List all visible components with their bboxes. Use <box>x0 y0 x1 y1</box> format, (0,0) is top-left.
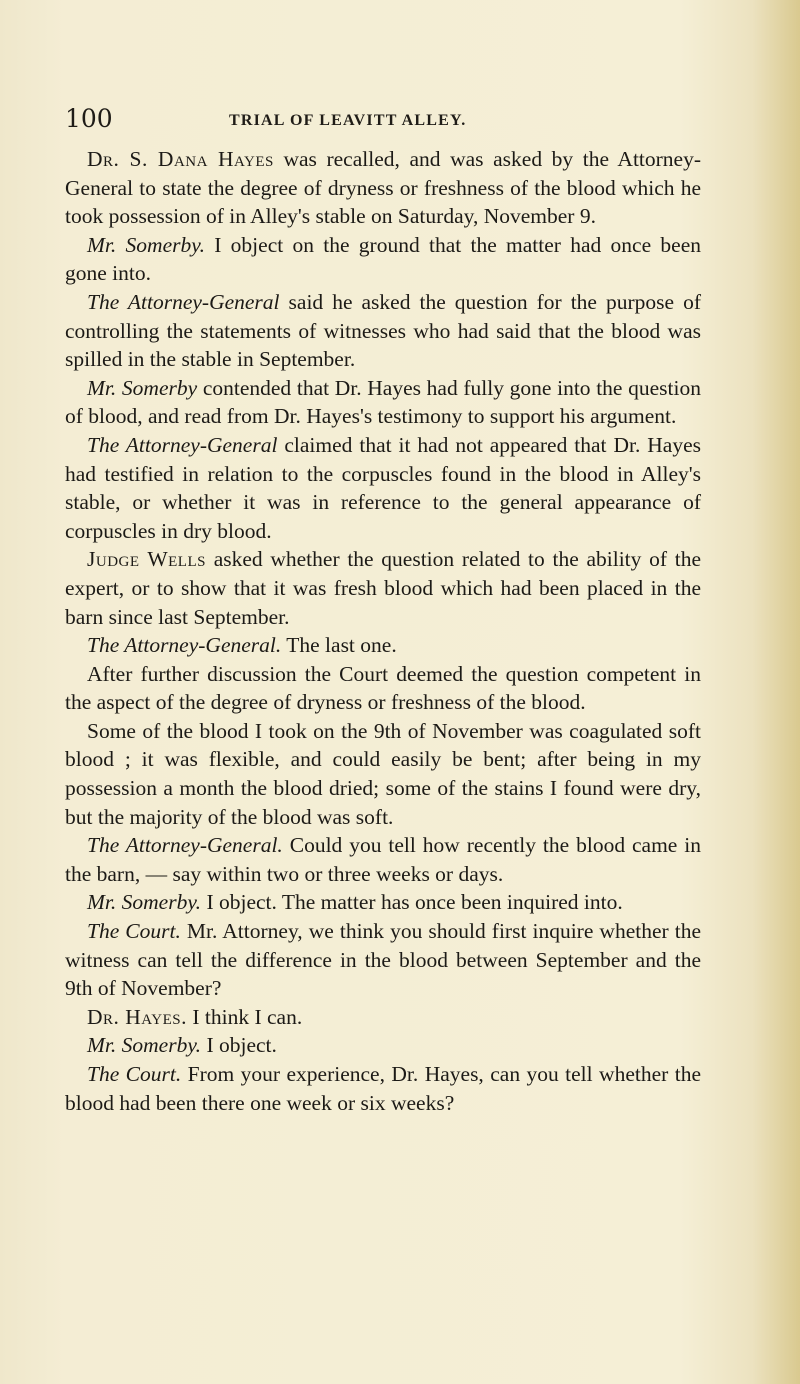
paragraph-text: asked whether the question related to the ability of the expert, or to show that it was fresh blood which had been placed in the barn since last September. <box>65 547 702 629</box>
paragraph <box>65 431 701 545</box>
page-number: 100 <box>65 104 113 133</box>
paragraph <box>65 545 701 631</box>
paragraph-text: I object on the ground that the matter had once been gone into. <box>65 232 701 286</box>
paragraph-text: After further discussion the Court deemed the question competent in the aspect of the degree of dryness or freshness of the blood. <box>65 661 701 715</box>
paragraph-text: I object. <box>201 1033 277 1058</box>
paragraph-text: was recalled, and was asked by the Attorney-General to state the degree of dryness or freshness of the blood which he took possession of in Alley's stable on Saturday, November 9. <box>65 147 701 229</box>
paragraph <box>65 660 701 717</box>
paragraph <box>65 917 701 1003</box>
paragraph <box>65 288 701 374</box>
speaker: The Attorney-General <box>87 289 280 314</box>
paragraph <box>65 1060 701 1117</box>
paragraph-text: From your experience, Dr. Hayes, can you tell whether the blood had been there one week or six weeks? <box>65 1062 701 1115</box>
paragraph-text: claimed that it had not appeared that Dr. Hayes had testified in relation to the corpuscles found in the blood in Alley's stable, or whether it was in reference to the general appearance of corpuscles in dry blood. <box>65 432 701 543</box>
paragraph-text: The last one. <box>281 633 397 658</box>
speaker: Judge Wells <box>87 547 206 572</box>
paragraph-text: said he asked the question for the purpose of controlling the statements of witnesses who had said that the blood was spilled in the stable in September. <box>65 289 701 372</box>
speaker: The Court. <box>87 919 181 944</box>
paragraph <box>65 374 701 431</box>
speaker: The Court. <box>87 1062 182 1086</box>
speaker: Mr. Somerby. <box>87 232 205 257</box>
page-body <box>65 145 701 1117</box>
paragraph-text: contended that Dr. Hayes had fully gone into the question of blood, and read from Dr. Hayes's testimony to support his argument. <box>65 375 701 429</box>
paragraph <box>65 831 701 888</box>
speaker: Mr. Somerby. <box>87 1033 202 1058</box>
speaker: Mr. Somerby <box>87 375 198 400</box>
paragraph <box>65 631 701 660</box>
paragraph-text: I think I can. <box>186 1004 303 1029</box>
paragraph-text: Mr. Attorney, we think you should first inquire whether the witness can tell the difference in the blood between September and the 9th of November? <box>65 919 701 1001</box>
paragraph <box>65 717 701 831</box>
speaker: The Attorney-General. <box>87 633 282 658</box>
running-title: TRIAL OF LEAVITT ALLEY. <box>229 112 467 129</box>
paragraph-text: I object. The matter has once been inquired into. <box>201 890 623 915</box>
speaker: Mr. Somerby. <box>87 890 202 915</box>
paragraph <box>65 1003 701 1032</box>
paragraph-text: Could you tell how recently the blood came in the barn, — say within two or three weeks or days. <box>65 833 701 886</box>
paragraph <box>65 231 701 288</box>
paragraph-text: Some of the blood I took on the 9th of November was coagulated soft blood ; it was flexible, and could easily be bent; after being in my possession a month the blood dried; some of the stains I found were dry, but the majority of the blood was soft. <box>65 718 701 829</box>
speaker: The Attorney-General. <box>87 833 283 858</box>
paragraph <box>65 1031 701 1060</box>
page-header <box>65 104 735 138</box>
speaker: Dr. S. Dana Hayes <box>87 147 274 171</box>
speaker: The Attorney-General <box>87 432 278 457</box>
paragraph <box>65 145 701 231</box>
paragraph <box>65 888 701 917</box>
speaker: Dr. Hayes. <box>87 1004 187 1029</box>
